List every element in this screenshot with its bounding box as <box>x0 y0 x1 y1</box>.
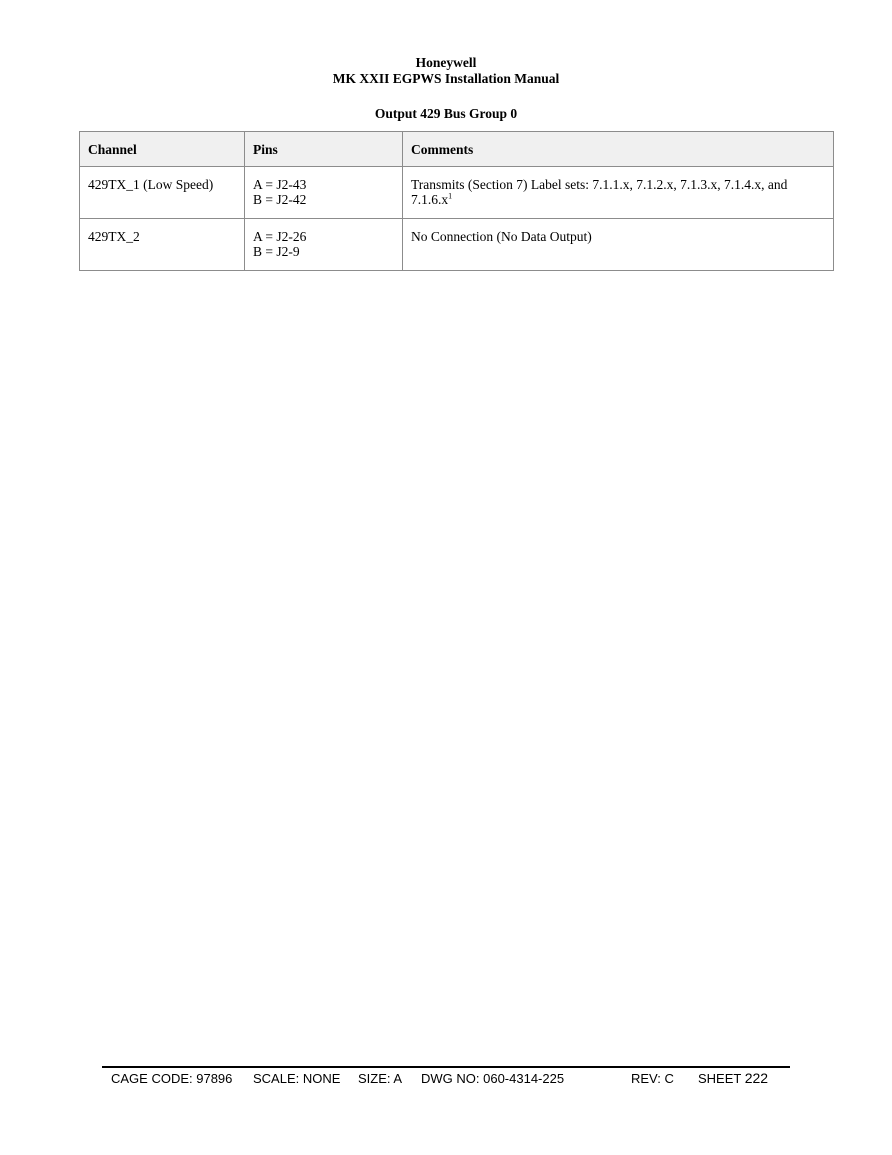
footer-dwg-no: DWG NO: 060-4314-225 <box>421 1071 565 1086</box>
pin-b: B = J2-42 <box>253 192 307 207</box>
footer-sheet <box>698 1071 768 1086</box>
footer-cage-code: CAGE CODE: 97896 <box>111 1071 233 1086</box>
column-header-pins: Pins <box>245 132 403 167</box>
manual-title: MK XXII EGPWS Installation Manual <box>332 71 560 86</box>
footer-size: SIZE: A <box>358 1071 403 1086</box>
comment-text: No Connection (No Data Output) <box>411 229 592 244</box>
column-header-channel: Channel <box>80 132 245 167</box>
pins-cell <box>245 167 403 219</box>
table-row <box>80 219 834 271</box>
footnote-marker: 1 <box>448 191 453 201</box>
section-title: Output 429 Bus Group 0 <box>374 106 518 121</box>
pin-a: A = J2-43 <box>253 177 307 192</box>
pin-a: A = J2-26 <box>253 229 307 244</box>
bus-group-table <box>79 131 834 271</box>
table-row <box>80 167 834 219</box>
company-name: Honeywell <box>415 55 477 70</box>
comments-cell <box>403 167 834 219</box>
channel-cell: 429TX_1 (Low Speed) <box>80 167 245 219</box>
pins-cell <box>245 219 403 271</box>
footer-scale: SCALE: NONE <box>253 1071 341 1086</box>
sheet-label: SHEET <box>698 1071 742 1086</box>
comments-cell <box>403 219 834 271</box>
footer-divider <box>102 1066 790 1068</box>
pin-b: B = J2-9 <box>253 244 300 259</box>
document-header <box>0 55 892 87</box>
sheet-number: 222 <box>744 1070 769 1086</box>
channel-cell: 429TX_2 <box>80 219 245 271</box>
column-header-comments: Comments <box>403 132 834 167</box>
footer-rev: REV: C <box>631 1071 674 1086</box>
table-header-row <box>80 132 834 167</box>
comment-text: Transmits (Section 7) Label sets: 7.1.1.x, 7.1.2.x, 7.1.3.x, 7.1.4.x, and 7.1.6.x <box>411 177 788 207</box>
